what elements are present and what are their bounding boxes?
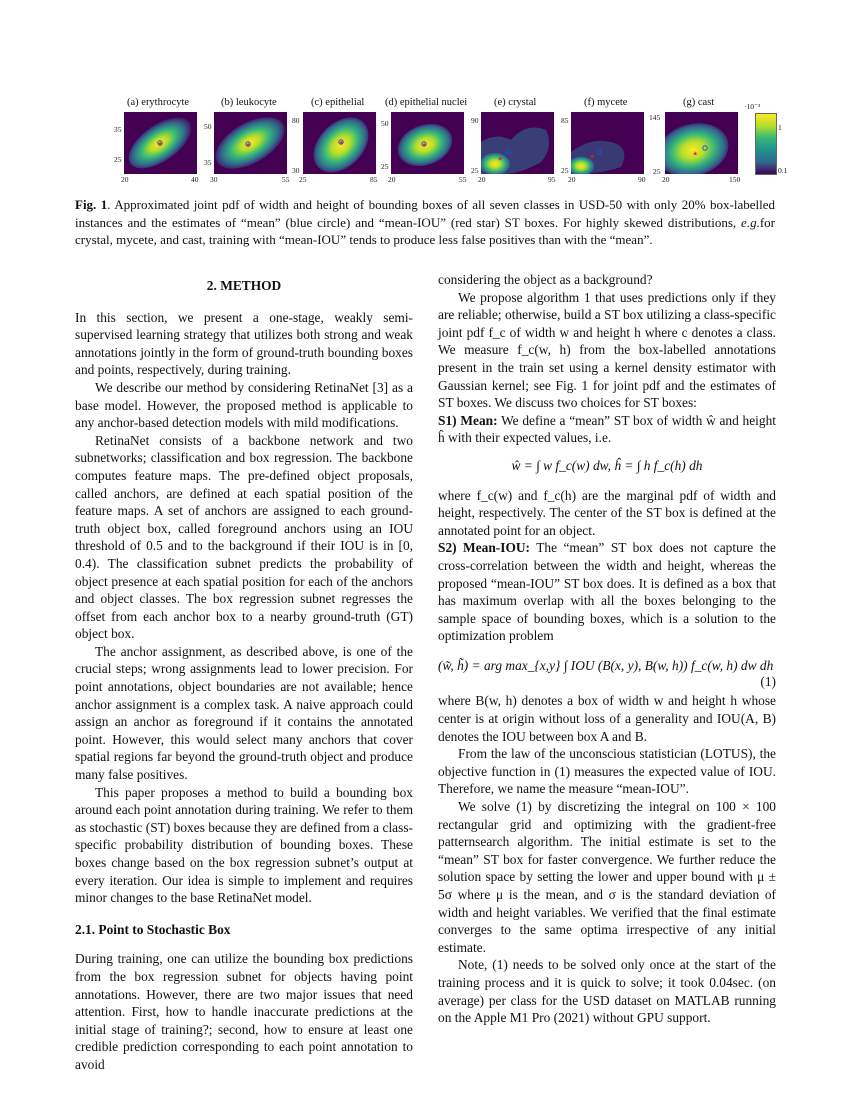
paragraph: considering the object as a background? [438,272,653,287]
tick-y: 90 [471,116,479,125]
paragraph: We solve (1) by discretizing the integral on 100 × 100 rectangular grid and optimizing with the gradient-free patternsearch algorithm. The initial estimate is set to the “mean” ST box for faster convergence. We further reduce the solution space by setting the lower and upper bound with μ ± 5σ where μ is the mean, and σ is the standard deviation of width and height variables. We verified that the final estimate converges to the same optima irrespective of any initial estimate. [438,799,776,955]
figure-caption [75,196,775,249]
tick-y: 50 [381,119,389,128]
tick-x: 30 [210,175,218,184]
tick-y: 25 [114,155,122,164]
paragraph: In this section, we present a one-stage, weakly semi-supervised learning strategy that utilizes both strong and weak annotations jointly in the form of ground-truth bounding boxes and points, respectively, during training. [75,309,413,378]
equation-number: (1) [760,673,776,689]
left-column [75,271,413,1074]
tick-x: 20 [662,175,670,184]
tick-x: 85 [370,175,378,184]
tick-x: 20 [568,175,576,184]
s2-text: The “mean” ST box does not capture the cross-correlation between the width and height, whereas the proposed “mean-IOU” ST box does. It is defined as a box that has maximum overlap with all the boxes belonging to the sample space of bounding boxes, which is a solution to the optimization problem [438,540,776,644]
pdf-panel-epithelial [303,112,376,174]
paragraph: During training, one can utilize the bounding box predictions from the box regression subnet for objects having point annotations. However, there are two major issues that need attention. First, how to handle inaccurate predictions at the initial stage of training?; second, how to ensure at least one credible prediction corresponding to each point annotation to avoid [75,951,413,1072]
tick-y: 25 [381,162,389,171]
tick-x: 40 [191,175,199,184]
svg-text:★: ★ [157,141,163,148]
tick-y: 25 [653,167,661,176]
tick-x: 20 [388,175,396,184]
section-heading: 2. METHOD [206,278,282,293]
svg-text:★: ★ [338,140,344,147]
colorbar-label-bottom: 0.1 [778,166,788,175]
tick-x: 150 [729,175,741,184]
svg-text:★: ★ [245,142,251,149]
paragraph: Note, (1) needs to be solved only once at the start of the training process and it is quick to solve; it took 0.04sec. (on average) per class for the USD dataset on MATLAB running on the Apple M1 Pro (2021) without GPU support. [438,957,776,1026]
pdf-panel-crystal [481,112,554,174]
tick-y: 85 [561,116,569,125]
tick-y: 25 [471,166,479,175]
paragraph: This paper proposes a method to build a bounding box around each point annotation during training. We refer to them as stochastic (ST) boxes because they are defined from a class-specific probability distribution of bounding boxes. These boxes change based on the box regression subnet’s output at every iteration. Our idea is simple to implement and requires minor changes to the base RetinaNet model. [75,784,413,906]
s2-paragraph [438,539,776,645]
paragraph: We propose algorithm 1 that uses predictions only if they are reliable; otherwise, build a ST box utilizing a class-specific joint pdf f_c of width w and height h where c denotes a class. We measure f_c(w, h) from the box-labelled annotations present in the train set using a kernel density estimator with Gaussian kernel; see Fig. 1 for joint pdf and the estimates of ST boxes. We discuss two choices for ST boxes: [438,289,776,411]
caption-text: . Approximated joint pdf of width and height of bounding boxes of all seven classes in USD-50 with only 20% box-labelled instances and the estimates of “mean” (blue circle) and “mean-IOU” (red star) ST boxes. For highly skewed distributions, [75,197,775,230]
caption-label: Fig. 1 [75,197,108,212]
svg-text:★: ★ [589,154,595,161]
tick-x: 20 [478,175,486,184]
tick-y: 145 [649,113,661,122]
tick-x: 20 [121,175,129,184]
paragraph: We describe our method by considering RetinaNet [3] as a base model. However, the proposed method is applicable to any anchor-based detection models with mild modifications. [75,379,413,431]
tick-y: 80 [292,116,300,125]
tick-x: 90 [638,175,646,184]
tick-y: 25 [561,166,569,175]
panel-title-mycete: (f) mycete [584,97,628,108]
tick-x: 55 [282,175,290,184]
colorbar-exponent: ·10⁻³ [744,102,761,111]
paragraph: The anchor assignment, as described above, is one of the crucial steps; wrong assignments lead to lower precision. For point annotations, object boundaries are not available; hence anchor assignment is a complex task. A naive approach could assign an anchor as foreground if it contains the annotated point. However, this would select many anchors that cover spatial regions far beyond the ground-truth object and produce many false positives. [75,643,413,783]
tick-x: 55 [459,175,467,184]
colorbar-label-top: 1 [778,123,782,132]
pdf-panel-epithelial-nuclei [391,112,464,174]
caption-text-2: for crystal, mycete, and cast, training with “mean-IOU” tends to produce less false positives than with the “mean”. [75,214,775,248]
paragraph: From the law of the unconscious statistician (LOTUS), the objective function in (1) measures the expected value of IOU. Therefore, we name the measure “mean-IOU”. [438,746,776,797]
tick-x: 25 [299,175,307,184]
panel-title-leukocyte: (b) leukocyte [221,97,277,108]
caption-eg: e.g. [741,214,760,230]
paragraph: where B(w, h) denotes a box of width w and height h whose center is at origin without loss of a generality and IOU(A, B) denotes the IOU between box A and B. [438,693,776,744]
tick-y: 50 [204,122,212,131]
colorbar [755,113,777,175]
subsection-heading: 2.1. Point to Stochastic Box [75,921,231,937]
panel-title-cast: (g) cast [683,97,715,108]
svg-text:★: ★ [497,156,503,163]
pdf-panel-leukocyte [214,112,287,174]
panel-title-erythrocyte: (a) erythrocyte [127,97,190,108]
paragraph: RetinaNet consists of a backbone network and two subnetworks; classification and box regression. The backbone computes feature maps. The pre-defined object proposals, called anchors, are defined at each spatial position of the feature maps. A set of anchors are assigned to each ground-truth object box, called foreground anchors using an IOU threshold of 0.5 and to the background if their IOU is in [0, 0.4). The classification subnet predicts the probability of object presence at each spatial position for each of the anchors and object classes. The box regression subnet regresses the offset from each anchor box to a nearby ground-truth (GT) object box. [75,432,413,642]
pdf-panel-mycete [571,112,644,174]
pdf-panel-cast [665,112,738,174]
panel-title-epithelial: (c) epithelial [311,97,365,108]
panel-title-epithelial-nuclei: (d) epithelial nuclei [385,97,468,108]
equation-mean-iou-body: (w̃, h̃) = arg max_{x,y} ∫ IOU (B(x, y), B(w, h)) f_c(w, h) dw dh [438,657,774,673]
pdf-panel-erythrocyte [124,112,197,174]
panel-title-crystal: (e) crystal [494,97,537,108]
s1-text: We define a “mean” ST box of width ŵ and height ĥ with their expected values, i.e. [438,412,776,446]
tick-y: 30 [292,166,300,175]
tick-y: 35 [204,158,212,167]
equation-mean: ŵ = ∫ w f_c(w) dw, ĥ = ∫ h f_c(h) dh [511,457,703,473]
equation-mean-iou [438,657,776,689]
svg-text:★: ★ [692,151,698,158]
paragraph: where f_c(w) and f_c(h) are the marginal pdf of width and height, respectively. The center of the ST box is defined at the annotated point for an object. [438,487,776,538]
tick-y: 35 [114,125,122,134]
s1-paragraph [438,412,776,447]
s2-label: S2) Mean-IOU: [438,540,530,556]
tick-x: 95 [548,175,556,184]
svg-text:★: ★ [421,142,427,149]
s1-label: S1) Mean: [438,412,498,428]
right-column [438,271,776,1027]
